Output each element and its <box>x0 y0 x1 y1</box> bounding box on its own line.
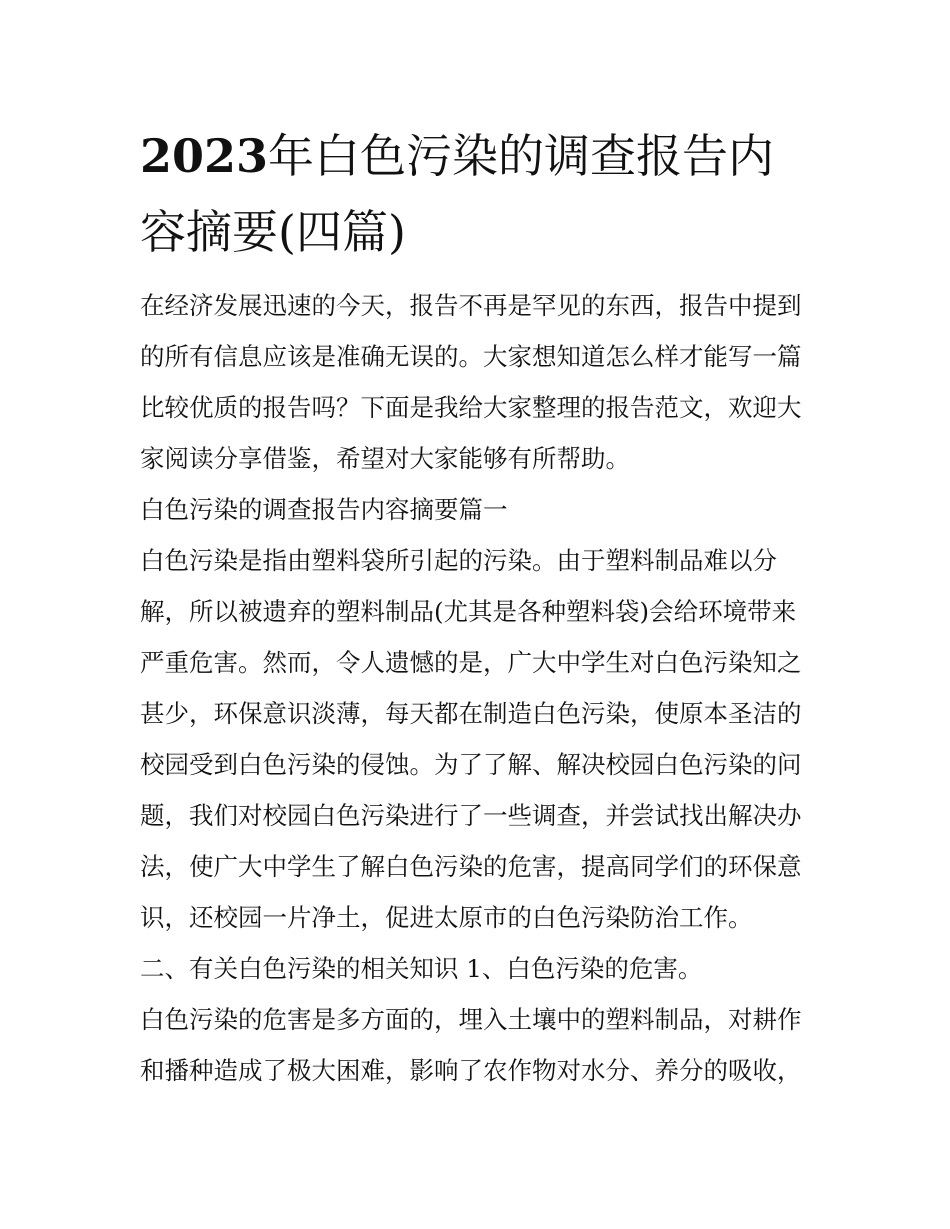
title-text-line2: 容摘要(四篇) <box>140 205 406 259</box>
body-paragraph: 白色污染是指由塑料袋所引起的污染。由于塑料制品难以分解，所以被遗弃的塑料制品(尤其是各种塑料袋)会给环境带来严重危害。然而，令人遗憾的是，广大中学生对白色污染知之甚少，环保意识淡薄，每天都在制造白色污染，使原本圣洁的校园受到白色污染的侵蚀。为了了解、解决校园白色污染的问题，我们对校园白色污染进行了一些调查，并尝试找出解决办法，使广大中学生了解白色污染的危害，提高同学们的环保意识，还校园一片净土，促进太原市的白色污染防治工作。 <box>140 546 802 932</box>
section-heading: 白色污染的调查报告内容摘要篇一 <box>140 495 508 524</box>
document-body <box>140 280 820 1096</box>
body-paragraph: 白色污染的危害是多方面的，埋入土壤中的塑料制品，对耕作和播种造成了极大困难，影响了农作物对水分、养分的吸收， <box>140 1005 802 1085</box>
document-title <box>140 118 820 270</box>
title-text-line1: 年白色污染的调查报告内 <box>268 129 775 183</box>
subsection-heading: 二、有关白色污染的相关知识 1、白色污染的危害。 <box>140 954 703 983</box>
intro-paragraph: 在经济发展迅速的今天，报告不再是罕见的东西，报告中提到的所有信息应该是准确无误的。大家想知道怎么样才能写一篇比较优质的报告吗？下面是我给大家整理的报告范文，欢迎大家阅读分享借鉴，希望对大家能够有所帮助。 <box>140 291 802 473</box>
title-year: 2023 <box>140 129 269 183</box>
